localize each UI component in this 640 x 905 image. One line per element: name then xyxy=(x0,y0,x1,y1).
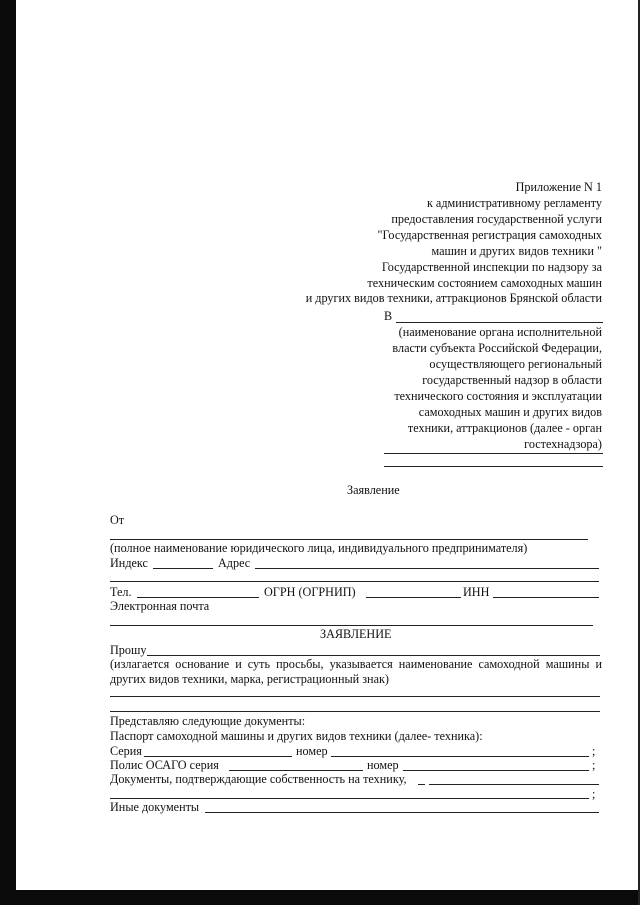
email-label: Электронная почта xyxy=(110,599,210,613)
appendix-line: к административному регламенту xyxy=(426,196,602,210)
addressee-hint: осуществляющего региональный xyxy=(429,357,602,371)
appendix-line: машин и других видов техники " xyxy=(431,244,602,258)
scan-border-left xyxy=(0,0,16,905)
ownership-field[interactable] xyxy=(429,784,599,785)
tel-field[interactable] xyxy=(137,597,259,598)
applicant-name-field[interactable] xyxy=(110,539,588,540)
addressee-extra-line[interactable] xyxy=(384,453,603,454)
addressee-hint: техники, аттракционов (далее - орган xyxy=(407,421,602,435)
tel-label: Тел. xyxy=(110,585,132,599)
osago-label: Полис ОСАГО серия xyxy=(110,758,219,772)
appendix-line: Приложение N 1 xyxy=(515,180,602,194)
semicolon: ; xyxy=(592,787,596,801)
addressee-field[interactable] xyxy=(396,322,603,323)
appendix-line: "Государственная регистрация самоходных xyxy=(377,228,602,242)
scan-border-bottom xyxy=(0,890,640,905)
addressee-hint: гостехнадзора) xyxy=(524,437,602,451)
ogrn-label: ОГРН (ОГРНИП) xyxy=(264,585,356,599)
request-extra-line[interactable] xyxy=(110,696,600,697)
addressee-hint: самоходных машин и других видов xyxy=(418,405,602,419)
appendix-line: техническим состоянием самоходных машин xyxy=(367,276,602,290)
ownership-field-short[interactable] xyxy=(418,784,425,785)
inn-field[interactable] xyxy=(493,597,599,598)
request-extra-line[interactable] xyxy=(110,711,600,712)
series-label: Серия xyxy=(110,744,142,758)
passport-number-field[interactable] xyxy=(331,756,589,757)
request-label: Прошу xyxy=(110,643,147,657)
applicant-name-hint: (полное наименование юридического лица, индивидуального предпринимателя) xyxy=(110,541,528,555)
other-docs-field[interactable] xyxy=(205,812,599,813)
docs-intro: Представляю следующие документы: xyxy=(110,714,306,728)
inn-label: ИНН xyxy=(463,585,490,599)
ogrn-field[interactable] xyxy=(366,597,461,598)
index-label: Индекс xyxy=(110,556,148,570)
addressee-prefix: В xyxy=(384,309,393,323)
addressee-hint: технического состояния и эксплуатации xyxy=(394,389,602,403)
address-label: Адрес xyxy=(218,556,251,570)
appendix-line: предоставления государственной услуги xyxy=(391,212,602,226)
semicolon: ; xyxy=(592,744,596,758)
from-label: От xyxy=(110,513,125,527)
addressee-hint: (наименование органа исполнительной xyxy=(398,325,602,339)
address-extra-line[interactable] xyxy=(110,581,599,582)
document-title: Заявление xyxy=(347,483,400,497)
addressee-hint: власти субъекта Российской Федерации, xyxy=(392,341,602,355)
addressee-hint: государственный надзор в области xyxy=(422,373,602,387)
passport-label: Паспорт самоходной машины и других видов техники (далее- техника): xyxy=(110,729,483,743)
appendix-line: Государственной инспекции по надзору за xyxy=(381,260,602,274)
osago-series-field[interactable] xyxy=(229,770,363,771)
other-docs-label: Иные документы xyxy=(110,800,200,814)
appendix-line: и других видов техники, аттракционов Брянской области xyxy=(305,291,602,305)
number-label: номер xyxy=(296,744,328,758)
semicolon: ; xyxy=(592,758,596,772)
address-field[interactable] xyxy=(255,568,599,569)
index-field[interactable] xyxy=(153,568,213,569)
ownership-extra-line[interactable] xyxy=(110,798,589,799)
number-label: номер xyxy=(367,758,399,772)
section-title: ЗАЯВЛЕНИЕ xyxy=(320,627,392,641)
request-hint: (излагается основание и суть просьбы, указывается наименование самоходной машины и xyxy=(110,657,602,671)
request-field[interactable] xyxy=(147,655,600,656)
ownership-label: Документы, подтверждающие собственность на технику, xyxy=(110,772,407,786)
email-field[interactable] xyxy=(110,625,593,626)
passport-series-field[interactable] xyxy=(144,756,292,757)
request-hint: других видов техники, марка, регистрационный знак) xyxy=(110,672,389,686)
osago-number-field[interactable] xyxy=(403,770,589,771)
addressee-extra-line[interactable] xyxy=(384,466,603,467)
